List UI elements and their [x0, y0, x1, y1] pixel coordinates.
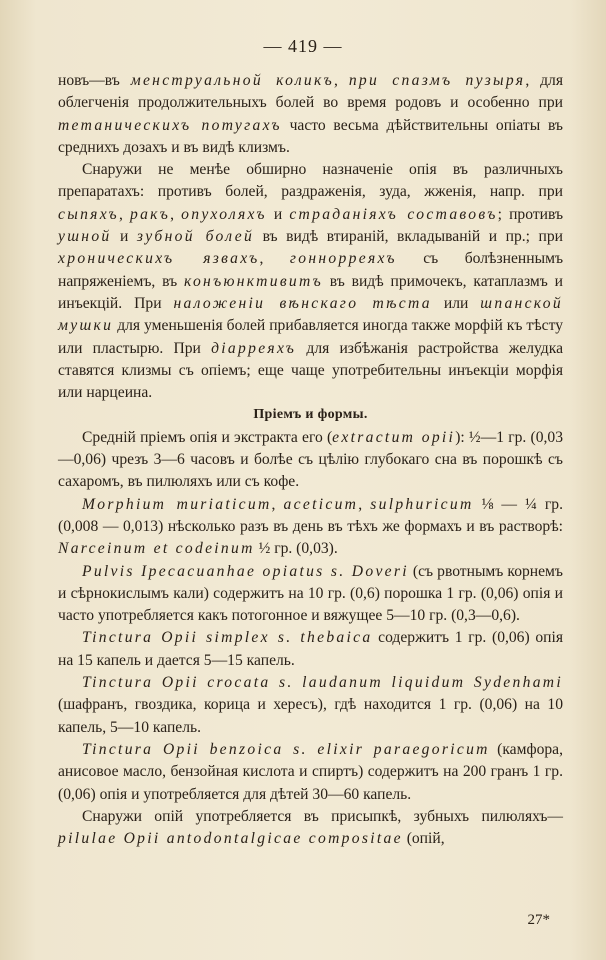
text-run: Снаружи опій употребляется въ присыпкѣ, зубныхъ пилюляхъ— — [82, 807, 563, 825]
text-run: , для облегченія продолжительныхъ болей во время родовъ и особенно при — [58, 72, 564, 112]
emphasized-term: sulphuricum — [370, 495, 474, 513]
text-run: (камфора, анисовое масло, бензойная кислота и спиртъ) содержитъ на 200 гранъ 1 гр. (0,06) опія и употребляется для дѣтей 30—60 капель. — [58, 740, 563, 803]
emphasized-term: страданіяхъ составовъ — [289, 205, 498, 223]
text-run: или — [431, 294, 481, 312]
text-run: ½ гр. (0,03). — [254, 540, 338, 558]
text-run: ⅛ — ¼ гр. (0,008 — 0,013) нѣсколько разъ въ день въ тѣхъ же формахъ и въ растворѣ: — [58, 495, 563, 535]
paragraph — [58, 159, 563, 404]
text-run: , — [118, 205, 130, 223]
paragraph — [58, 627, 563, 672]
emphasized-term: гоннорреяхъ — [289, 250, 397, 268]
text-run: въ видѣ примочекъ, катаплазмъ и инъекцій. При — [58, 272, 563, 312]
emphasized-term: конъюнктивитъ — [183, 272, 323, 290]
text-run: новъ—въ — [58, 72, 131, 89]
emphasized-term: Pulvis Ipecacuanhae opiatus s. Doveri — [82, 562, 409, 580]
emphasized-term: Narceinum et codeinum — [58, 540, 255, 558]
emphasized-term: сыпяхъ — [58, 205, 119, 223]
emphasized-term: діарреяхъ — [211, 339, 297, 357]
text-run: содержитъ 1 гр. (0,06) опія на 15 капель и дается 5—15 капель. — [58, 629, 563, 669]
text-run: (опій, — [402, 830, 445, 848]
page-number: — 419 — — [263, 36, 343, 56]
paragraph — [58, 672, 563, 739]
text-run: , — [358, 495, 371, 513]
emphasized-term: наложеніи вѣнскаго тѣста — [173, 294, 432, 312]
page-body-text — [58, 70, 563, 850]
signature-mark: 27* — [527, 912, 550, 928]
emphasized-term: менструальной коликъ — [130, 72, 335, 89]
paragraph — [58, 806, 563, 851]
text-run: ; противъ — [497, 205, 564, 223]
paragraph — [58, 427, 563, 494]
text-run: , — [271, 495, 284, 513]
text-run: ): ½—1 гр. (0,03—0,06) чрезъ 3—6 часовъ и болѣе съ цѣлію глубокаго сна въ порошкѣ съ сахаромъ, въ пилюляхъ или съ кофе. — [58, 428, 563, 491]
section-heading: Пріемъ и формы. — [253, 407, 368, 423]
emphasized-term: Tinctura Opii simplex s. thebaica — [82, 629, 373, 647]
emphasized-term: тетаническихъ потугахъ — [58, 116, 282, 134]
emphasized-term: ушной — [58, 228, 112, 246]
paragraph — [58, 70, 563, 159]
emphasized-term: Tinctura Opii crocata s. laudanum liquidum Sydenhami — [82, 674, 563, 692]
emphasized-term: aceticum — [283, 495, 359, 513]
emphasized-term: шпанской мушки — [58, 294, 563, 335]
text-run: , — [259, 250, 290, 268]
text-run: съ болѣзненнымъ напряженіемъ, въ — [58, 250, 564, 290]
text-run: (шафранъ, гвоздика, корица и хересъ), гдѣ находится 1 гр. (0,06) на 10 капель, 5—10 капель. — [58, 696, 563, 736]
paragraph — [58, 739, 563, 806]
emphasized-term: extractum opii — [332, 428, 456, 446]
text-run: часто весьма дѣйствительны опіаты въ среднихъ дозахъ и въ видѣ клизмъ. — [58, 116, 563, 156]
text-run: для избѣжанія растройства желудка ставятся клизмы съ опіемъ; еще чаще употребительны инъекціи морфія или нарцеина. — [58, 339, 563, 402]
text-run: Снаружи не менѣе обширно назначеніе опія въ различныхъ препаратахъ: противъ болей, раздраженія, зуда, жженія, напр. при — [58, 161, 563, 201]
paragraph — [58, 494, 563, 561]
text-run: въ видѣ втираній, вкладываній и пр.; при — [254, 228, 563, 246]
emphasized-term: ракъ — [129, 205, 171, 223]
paragraph — [58, 561, 563, 628]
text-run: , — [170, 205, 182, 223]
emphasized-term: зубной болей — [136, 228, 255, 246]
text-run: и — [111, 228, 137, 246]
emphasized-term: хроническихъ язвахъ — [58, 250, 260, 268]
text-run: и — [266, 205, 290, 223]
emphasized-term: при спазмъ пузыря — [348, 72, 526, 89]
emphasized-term: pilulae Opii antodontalgicae compositae — [58, 830, 403, 848]
text-run: для уменьшенія болей прибавляется иногда также морфій къ тѣсту или пластырю. При — [58, 317, 563, 357]
emphasized-term: Morphium muriaticum — [82, 495, 272, 513]
text-run: Средній пріемъ опія и экстракта его ( — [82, 428, 333, 446]
text-run: , — [334, 72, 349, 89]
emphasized-term: опухоляхъ — [181, 205, 267, 223]
emphasized-term: Tinctura Opii benzoica s. elixir paraegoricum — [82, 740, 490, 758]
text-run: (съ рвотнымъ корнемъ и сѣрнокислымъ кали) содержитъ на 10 гр. (0,6) порошка 1 гр. (0,06) опія и часто употребляется какъ потогонное и вяжущее 5—10 гр. (0,3—0,6). — [58, 562, 563, 625]
